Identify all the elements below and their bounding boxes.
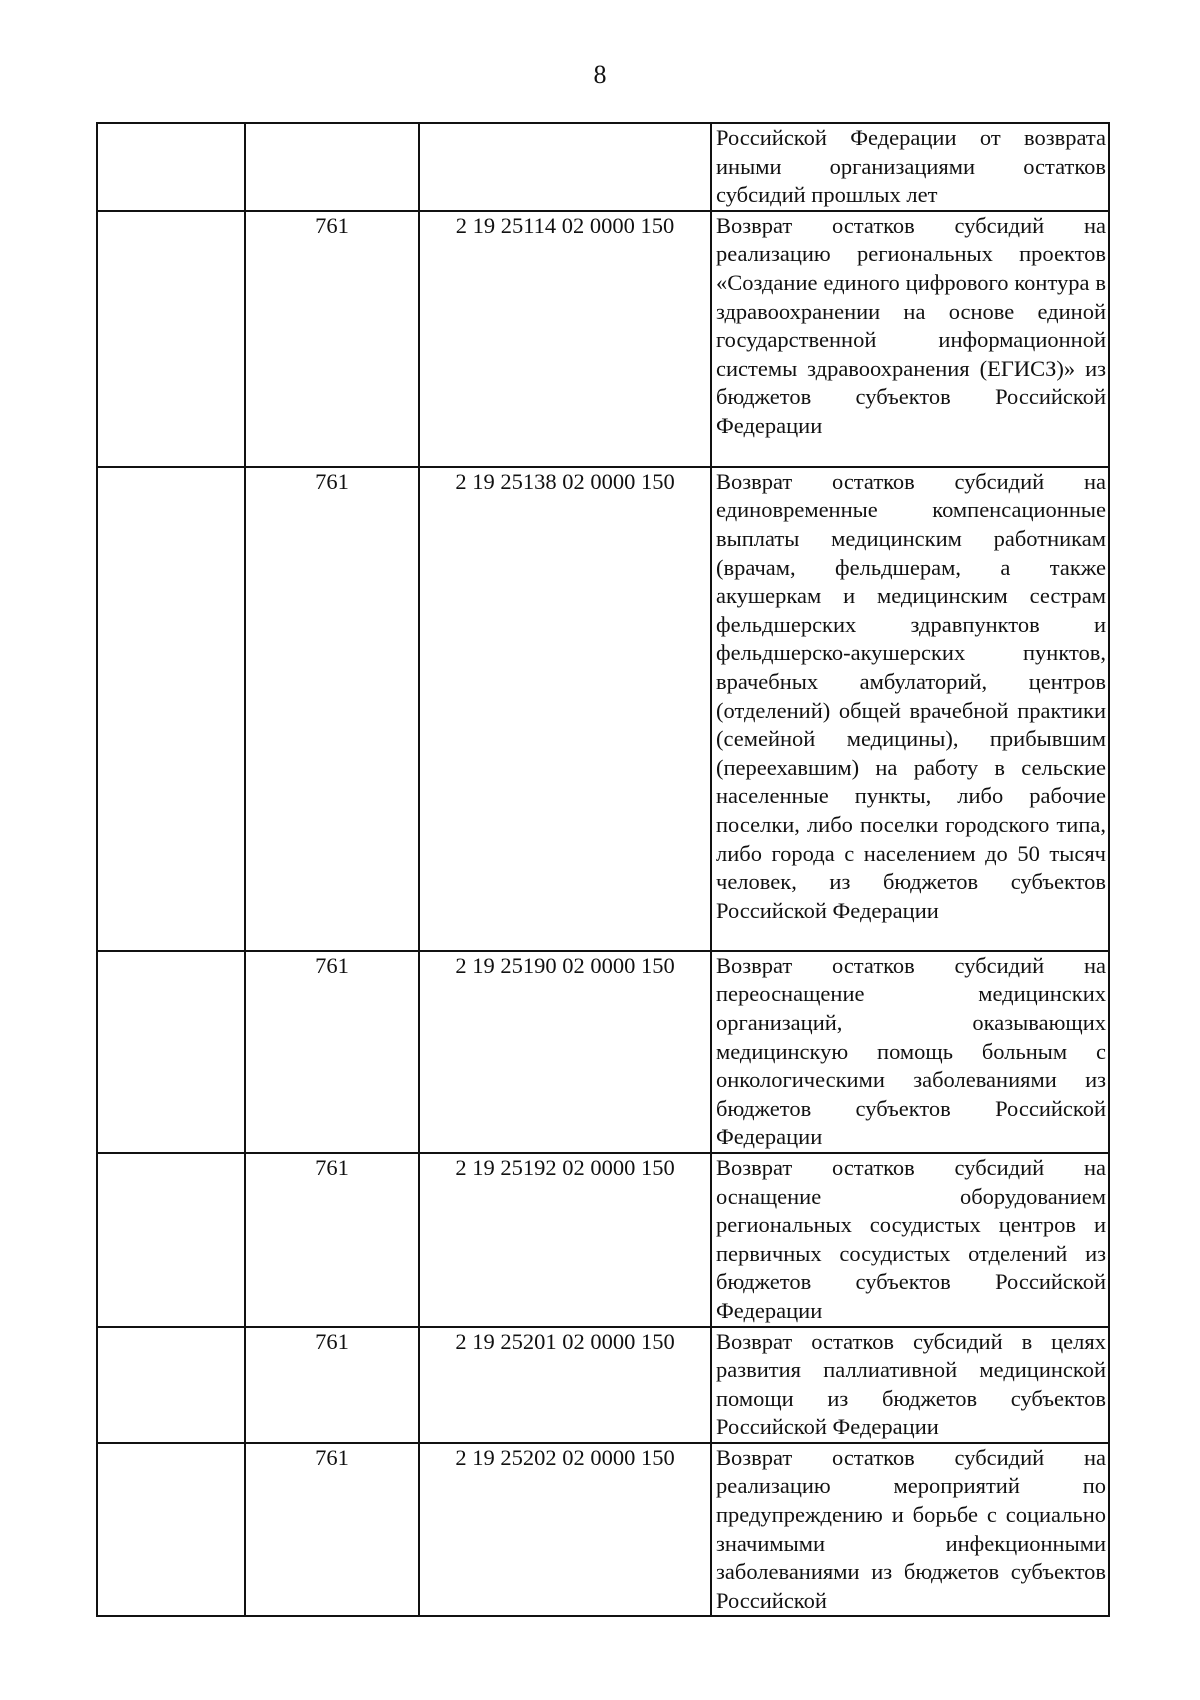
admin-code-cell: 761	[245, 1443, 419, 1617]
empty-cell	[97, 1327, 245, 1443]
empty-cell	[97, 951, 245, 1153]
kbk-code-cell: 2 19 25202 02 0000 150	[419, 1443, 711, 1617]
description-cell: Возврат остатков субсидий на оснащение оборудованием региональных сосудистых центров и первичных сосудистых отделений из бюджетов субъектов Российской Федерации	[711, 1153, 1109, 1327]
admin-code-cell: 761	[245, 467, 419, 951]
table-row	[97, 211, 1109, 467]
kbk-code-cell: 2 19 25114 02 0000 150	[419, 211, 711, 467]
description-cell: Возврат остатков субсидий на реализацию региональных проектов «Создание единого цифрового контура в здравоохранении на основе единой государственной информационной системы здравоохранения (ЕГИСЗ)» из бюджетов субъектов Российской Федерации	[711, 211, 1109, 467]
admin-code-cell: 761	[245, 1153, 419, 1327]
kbk-code-cell: 2 19 25138 02 0000 150	[419, 467, 711, 951]
empty-cell	[97, 467, 245, 951]
kbk-code-cell	[419, 123, 711, 211]
description-cell: Возврат остатков субсидий на реализацию мероприятий по предупреждению и борьбе с социально значимыми инфекционными заболеваниями из бюджетов субъектов Российской	[711, 1443, 1109, 1617]
empty-cell	[97, 211, 245, 467]
empty-cell	[97, 1153, 245, 1327]
description-cell: Российской Федерации от возврата иными организациями остатков субсидий прошлых лет	[711, 123, 1109, 211]
table-row	[97, 123, 1109, 211]
admin-code-cell: 761	[245, 951, 419, 1153]
empty-cell	[97, 123, 245, 211]
table-row	[97, 951, 1109, 1153]
kbk-code-cell: 2 19 25190 02 0000 150	[419, 951, 711, 1153]
table-row	[97, 1153, 1109, 1327]
page-number: 8	[593, 60, 607, 89]
table-row	[97, 467, 1109, 951]
table-row	[97, 1443, 1109, 1617]
kbk-code-cell: 2 19 25201 02 0000 150	[419, 1327, 711, 1443]
description-cell: Возврат остатков субсидий на единовременные компенсационные выплаты медицинским работникам (врачам, фельдшерам, а также акушеркам и медицинским сестрам фельдшерских здравпунктов и фельдшерско-акушерских пунктов, врачебных амбулаторий, центров (отделений) общей врачебной практики (семейной медицины), прибывшим (переехавшим) на работу в сельские населенные пункты, либо рабочие поселки, либо поселки городского типа, либо города с населением до 50 тысяч человек, из бюджетов субъектов Российской Федерации	[711, 467, 1109, 951]
description-cell: Возврат остатков субсидий на переоснащение медицинских организаций, оказывающих медицинскую помощь больным с онкологическими заболеваниями из бюджетов субъектов Российской Федерации	[711, 951, 1109, 1153]
table-row	[97, 1327, 1109, 1443]
budget-codes-table	[96, 122, 1110, 1617]
admin-code-cell: 761	[245, 211, 419, 467]
kbk-code-cell: 2 19 25192 02 0000 150	[419, 1153, 711, 1327]
description-cell: Возврат остатков субсидий в целях развития паллиативной медицинской помощи из бюджетов субъектов Российской Федерации	[711, 1327, 1109, 1443]
admin-code-cell: 761	[245, 1327, 419, 1443]
admin-code-cell	[245, 123, 419, 211]
empty-cell	[97, 1443, 245, 1617]
